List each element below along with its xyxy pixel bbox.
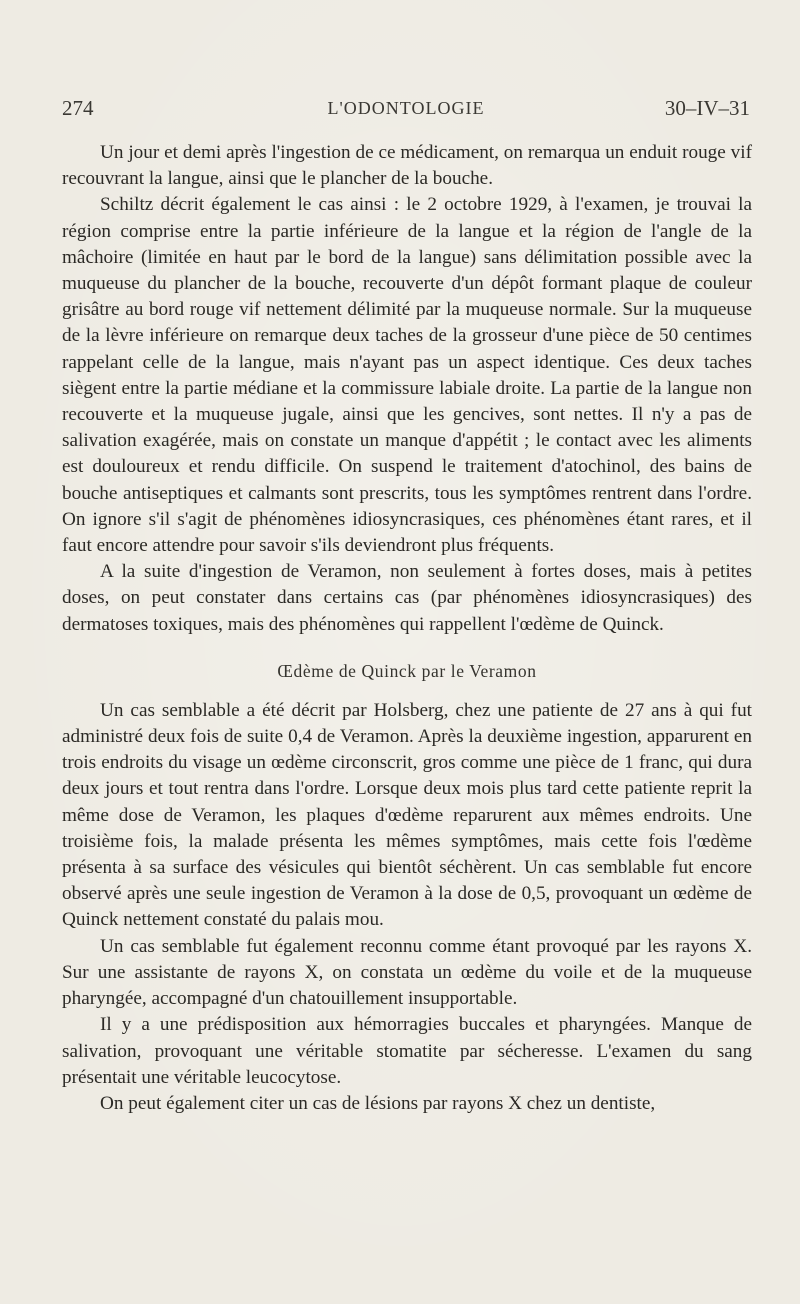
paragraph: Il y a une prédisposition aux hémorragies buccales et pharyngées. Manque de salivation, provoquant une véritable stomatite par sécheresse. L'examen du sang présentait une véritable leucocytose.: [62, 1014, 752, 1088]
paragraph: Un cas semblable fut également reconnu comme étant provoqué par les rayons X. Sur une assistante de rayons X, on constata un œdème du voile et de la muqueuse pharyngée, accompagné d'un chatouillement insupportable.: [62, 935, 752, 1010]
paragraph: On peut également citer un cas de lésions par rayons X chez un dentiste,: [100, 1092, 656, 1114]
section-heading: Œdème de Quinck par le Veramon: [277, 660, 537, 681]
running-title: L'ODONTOLOGIE: [327, 98, 485, 118]
paragraph: A la suite d'ingestion de Veramon, non seulement à fortes doses, mais à petites doses, on peut constater dans certains cas (par phénomènes idiosyncrasiques) des dermatoses toxiques, mais des phénomènes qui rappellent l'œdème de Quinck.: [62, 561, 752, 635]
paragraph: Un jour et demi après l'ingestion de ce médicament, on remarqua un enduit rouge vif recouvrant la langue, ainsi que le plancher de la bouche.: [62, 142, 752, 190]
paragraph: Un cas semblable a été décrit par Holsberg, chez une patiente de 27 ans à qui fut administré deux fois de suite 0,4 de Veramon. Après la deuxième ingestion, apparurent en trois endroits du visage un œdème circonscrit, gros comme une pièce de 1 franc, qui dura deux jours et tout rentra dans l'ordre. Lorsque deux mois plus tard cette patiente reprit la même dose de Veramon, les plaques d'œdème reparurent aux mêmes endroits. Une troisième fois, la malade présenta les mêmes symptômes, mais cette fois l'œdème présenta à sa surface des vésicules qui bientôt séchèrent. Un cas semblable fut encore observé après une seule ingestion de Veramon à la dose de 0,5, provoquant un œdème de Quinck nettement constaté du palais mou.: [62, 699, 752, 931]
running-header: [62, 96, 750, 126]
issue-date: 30–IV–31: [664, 96, 750, 120]
article-body: [62, 140, 752, 1117]
page-number: 274: [62, 96, 94, 120]
paragraph: Schiltz décrit également le cas ainsi : le 2 octobre 1929, à l'examen, je trouvai la région comprise entre la partie inférieure de la langue et la région de l'angle de la mâchoire (limitée en haut par le bord de la langue) sans délimitation possible avec la muqueuse du plancher de la bouche, recouverte d'un dépôt formant plaque de couleur grisâtre au bord rouge vif nettement délimité par la muqueuse normale. Sur la muqueuse de la lèvre inférieure on remarque deux taches de la grosseur d'une pièce de 50 centimes rappelant celle de la langue, mais n'ayant pas un aspect identique. Ces deux taches siègent entre la partie médiane et la commissure labiale droite. La partie de la langue non recouverte et la muqueuse jugale, ainsi que les gencives, sont nettes. Il n'y a pas de salivation exagérée, mais on constate un manque d'appétit ; le contact avec les aliments est douloureux et rendu difficile. On suspend le traitement d'atochinol, des bains de bouche antiseptiques et calmants sont prescrits, tous les symptômes rentrent dans l'ordre. On ignore s'il s'agit de phénomènes idiosyncrasiques, ces phénomènes étant rares, et il faut encore attendre pour savoir s'ils deviendront plus fréquents.: [62, 194, 752, 557]
